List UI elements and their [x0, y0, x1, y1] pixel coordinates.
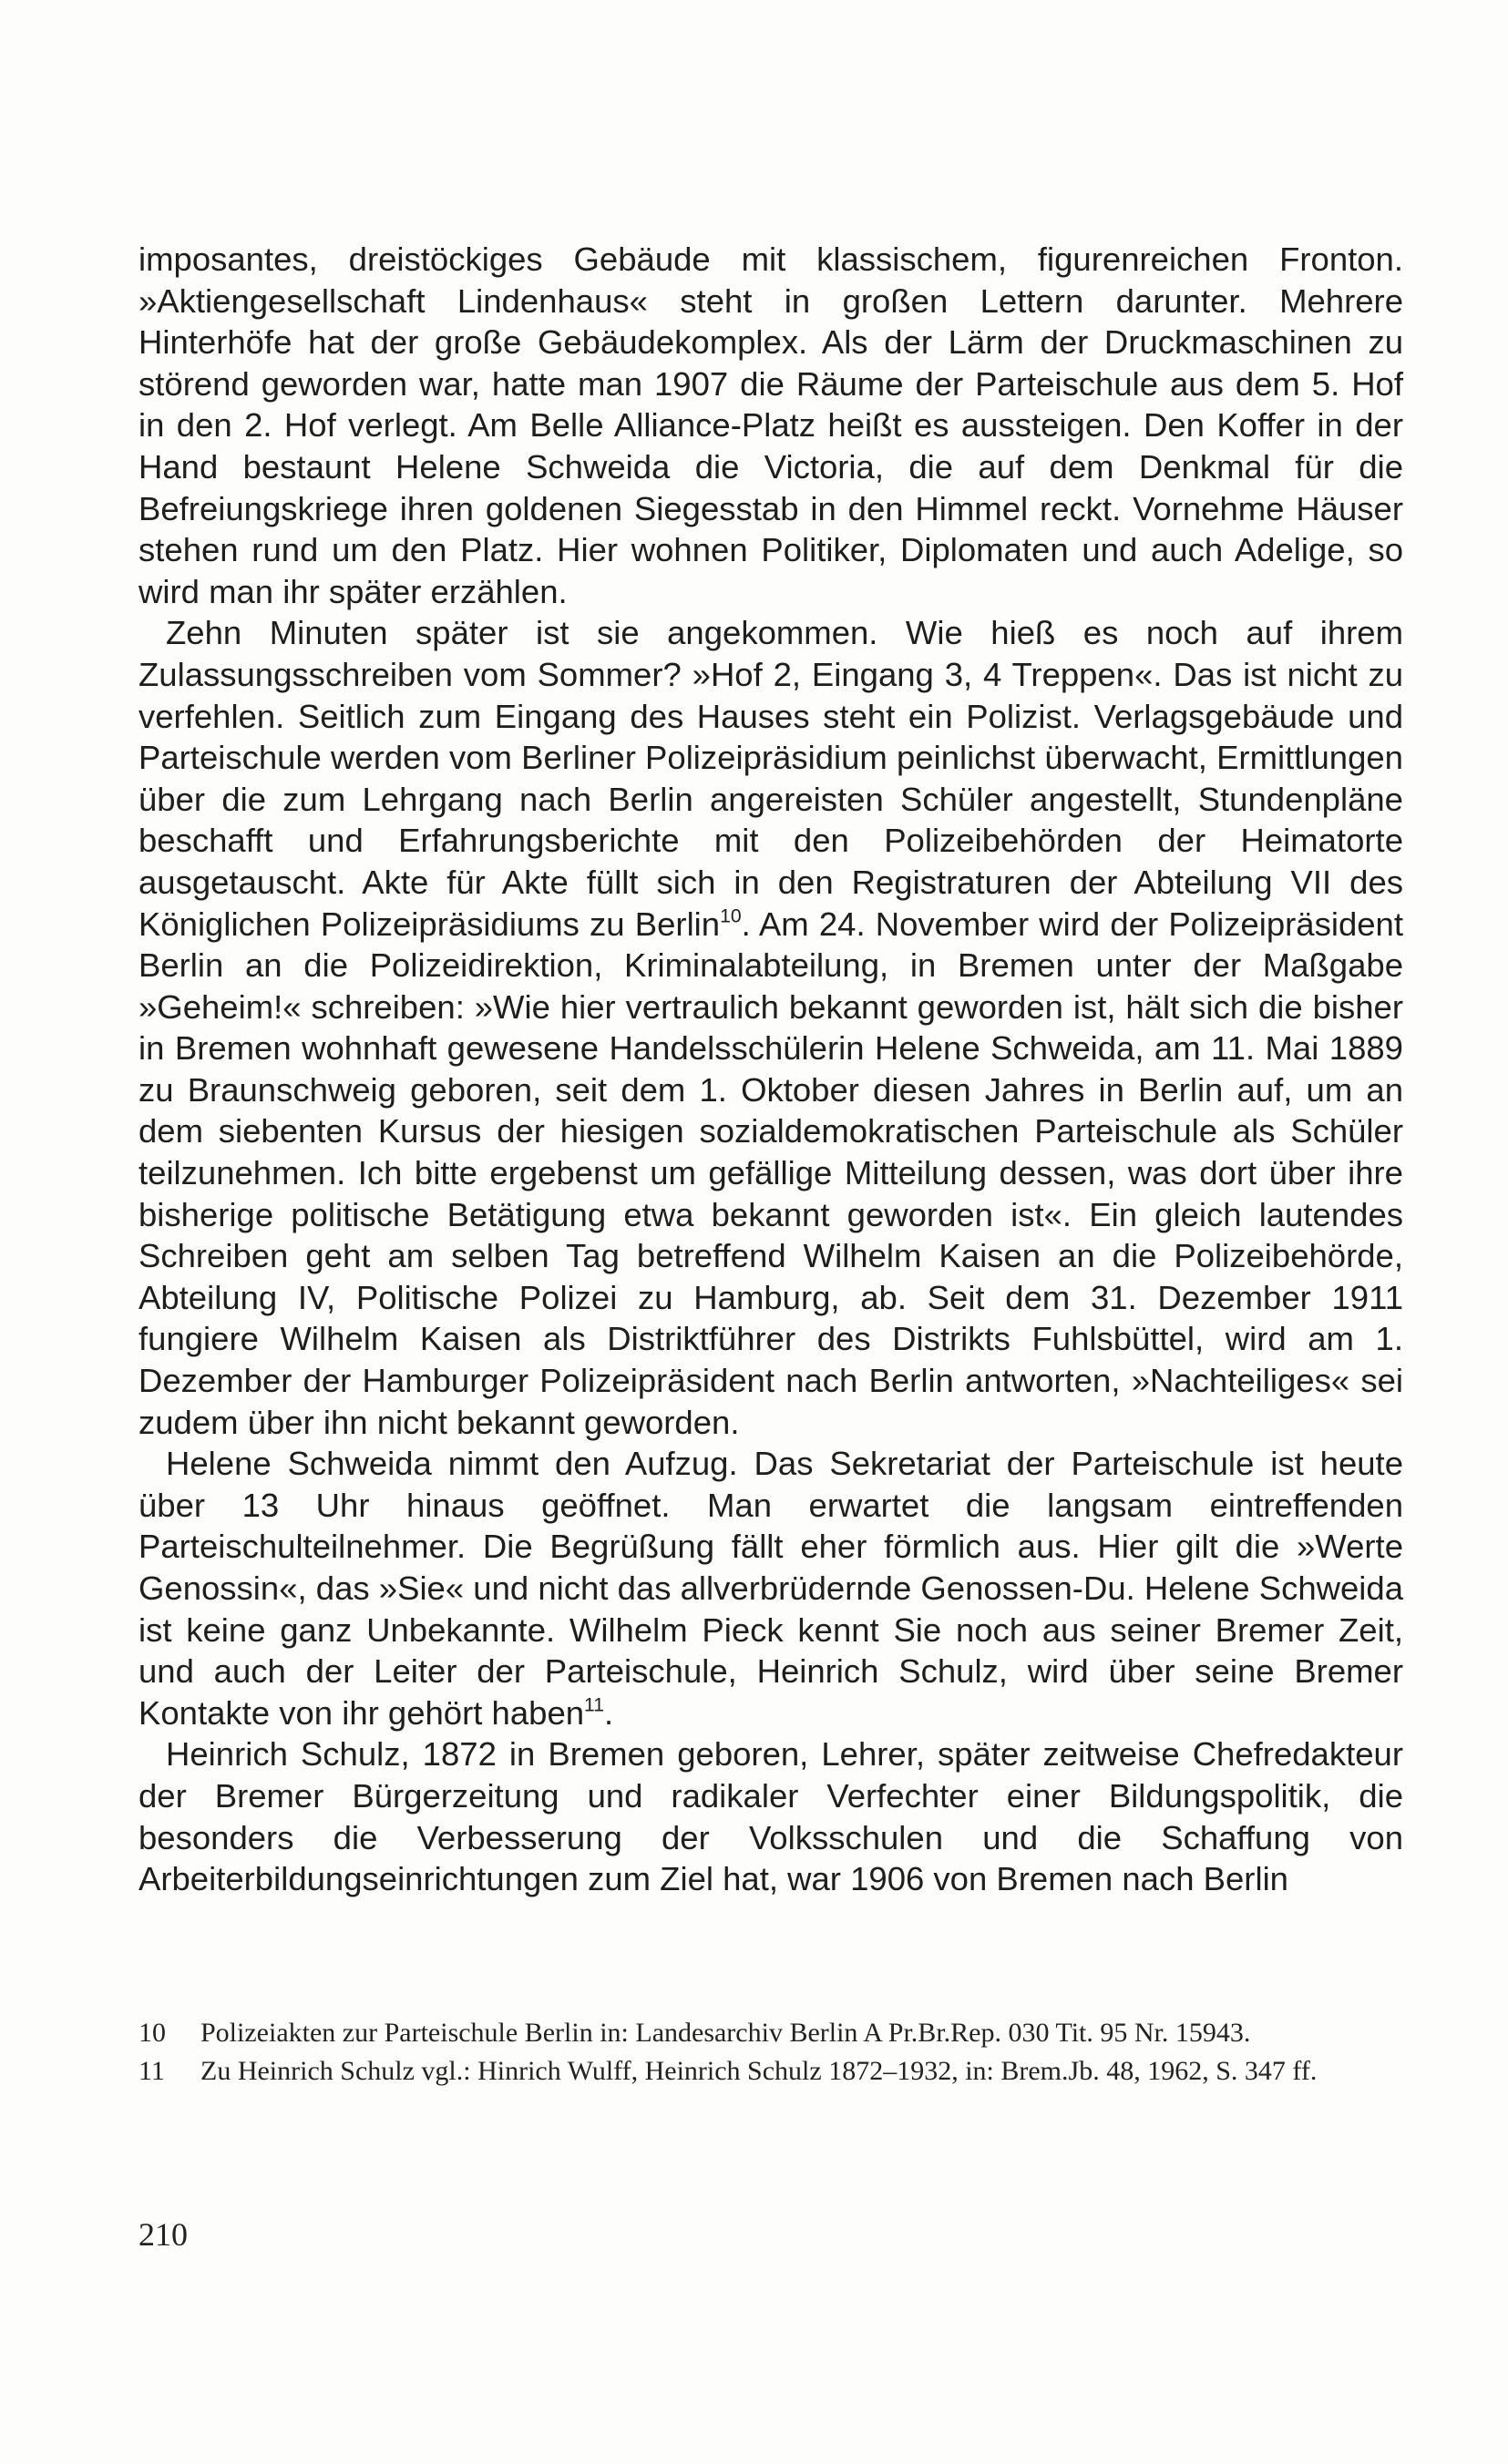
paragraph-text: imposantes, dreistöckiges Gebäude mit klassischem, figurenreichen Fronton. »Aktiengesellschaft Lindenhaus« steht in großen Lettern darunter. Mehrere Hinterhöfe hat der große Gebäudekomplex. Als der Lärm der Druckmaschinen zu störend geworden war, hatte man 1907 die Räume der Parteischule aus dem 5. Hof in den 2. Hof verlegt. Am Belle Alliance-Platz heißt es aussteigen. Den Koffer in der Hand bestaunt Helene Schweida die Victoria, die auf dem Denkmal für die Befreiungskriege ihren goldenen Siegesstab in den Himmel reckt. Vornehme Häuser stehen rund um den Platz. Hier wohnen Politiker, Diplomaten und auch Adelige, so wird man ihr später erzählen. [138, 240, 1403, 610]
footnotes [138, 2015, 1403, 2091]
footnote-number: 10 [138, 2018, 166, 2048]
paragraph-text: . Am 24. November wird der Polizeipräsident Berlin an die Polizeidirektion, Kriminalabteilung, in Bremen unter der Maßgabe »Geheim!« schreiben: »Wie hier vertraulich bekannt geworden ist, hält sich die bisher in Bremen wohnhaft gewesene Handelsschülerin Helene Schweida, am 11. Mai 1889 zu Braunschweig geboren, seit dem 1. Oktober diesen Jahres in Berlin auf, um an dem siebenten Kursus der hiesigen sozialdemokratischen Parteischule als Schüler teilzunehmen. Ich bitte ergebenst um gefällige Mitteilung dessen, was dort über ihre bisherige politische Betätigung etwa bekannt geworden ist«. Ein gleich lautendes Schreiben geht am selben Tag betreffend Wilhelm Kaisen an die Polizeibehörde, Abteilung IV, Politische Polizei zu Hamburg, ab. Seit dem 31. Dezember 1911 fungiere Wilhelm Kaisen als Distriktführer des Distrikts Fuhlsbüttel, wird am 1. Dezember der Hamburger Polizeipräsident nach Berlin antworten, »Nachteiliges« sei zudem über ihn nicht bekannt geworden. [138, 905, 1403, 1441]
paragraph-text: Helene Schweida nimmt den Aufzug. Das Sekretariat der Parteischule ist heute über 13 Uhr hinaus geöffnet. Man erwartet die langsam eintreffenden Parteischulteilnehmer. Die Begrüßung fällt eher förmlich aus. Hier gilt die »Werte Genossin«, das »Sie« und nicht das allverbrüdernde Genossen-Du. Helene Schweida ist keine ganz Unbekannte. Wilhelm Pieck kennt Sie noch aus seiner Bremer Zeit, und auch der Leiter der Parteischule, Heinrich Schulz, wird über seine Bremer Kontakte von ihr gehört haben [138, 1445, 1403, 1732]
paragraph-text: Heinrich Schulz, 1872 in Bremen geboren, Lehrer, später zeitweise Chefredakteur der Bremer Bürgerzeitung und radikaler Verfechter einer Bildungspolitik, die besonders die Verbesserung der Volksschulen und die Schaffung von Arbeiterbildungseinrichtungen zum Ziel hat, war 1906 von Bremen nach Berlin [138, 1735, 1403, 1898]
footnote-10 [138, 2015, 1403, 2051]
paragraph-3 [138, 1443, 1403, 1733]
footnote-number: 11 [138, 2056, 165, 2086]
footnote-text: Zu Heinrich Schulz vgl.: Hinrich Wulff, Heinrich Schulz 1872–1932, in: Brem.Jb. 48, 1962, S. 347 ff. [200, 2056, 1318, 2086]
paragraph-1 [138, 239, 1403, 612]
paragraph-2 [138, 612, 1403, 1443]
footnote-text: Polizeiakten zur Parteischule Berlin in: Landesarchiv Berlin A Pr.Br.Rep. 030 Tit. 95 Nr. 15943. [200, 2018, 1251, 2048]
footnote-ref-11[interactable]: 11 [584, 1694, 605, 1716]
paragraph-4 [138, 1733, 1403, 1899]
footnote-ref-10[interactable]: 10 [720, 905, 742, 927]
paragraph-text: . [604, 1693, 614, 1732]
footnote-11 [138, 2053, 1403, 2090]
paragraph-text: Zehn Minuten später ist sie angekommen. Wie hieß es noch auf ihrem Zulassungsschreiben vom Sommer? »Hof 2, Eingang 3, 4 Treppen«. Das ist nicht zu verfehlen. Seitlich zum Eingang des Hauses steht ein Polizist. Verlagsgebäude und Parteischule werden vom Berliner Polizeipräsidium peinlichst überwacht, Ermittlungen über die zum Lehrgang nach Berlin angereisten Schüler angestellt, Stundenpläne beschafft und Erfahrungsberichte mit den Polizeibehörden der Heimatorte ausgetauscht. Akte für Akte füllt sich in den Registraturen der Abteilung VII des Königlichen Polizeipräsidiums zu Berlin [138, 614, 1403, 943]
page-number: 210 [138, 2216, 188, 2253]
body-text [138, 239, 1403, 1900]
